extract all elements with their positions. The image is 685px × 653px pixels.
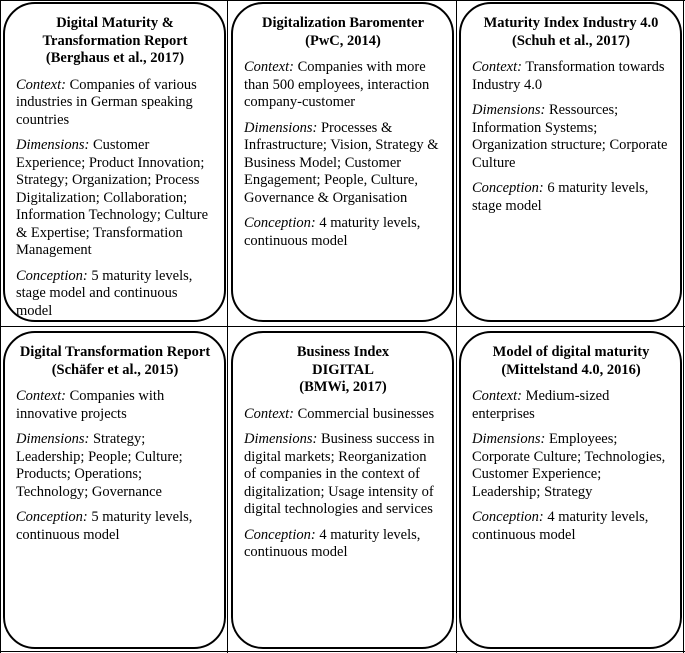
context-label: Context: bbox=[244, 59, 294, 75]
context-field bbox=[472, 59, 670, 94]
conception-label: Conception: bbox=[16, 267, 88, 284]
card-source: (Mittelstand 4.0, 2016) bbox=[501, 361, 641, 378]
context-value: Companies with innovative projects bbox=[16, 388, 165, 422]
context-label: Context: bbox=[472, 388, 522, 404]
dimensions-value: Processes & Infrastructure; Vision, Strategy & Business Model; Customer Engagement; People, Culture, Governance & Organisation bbox=[244, 119, 439, 206]
card-title bbox=[16, 344, 214, 379]
dimensions-field bbox=[472, 431, 670, 501]
right-border-line bbox=[683, 0, 684, 653]
conception-field bbox=[244, 215, 442, 250]
conception-field bbox=[16, 268, 214, 321]
card-source: (Schuh et al., 2017) bbox=[511, 32, 631, 49]
dimensions-field bbox=[244, 120, 442, 208]
card-title-text: Digital Transformation Report bbox=[19, 344, 211, 360]
conception-field bbox=[244, 527, 442, 562]
conception-label: Conception: bbox=[472, 509, 544, 525]
card-title bbox=[472, 15, 670, 50]
conception-value: 4 maturity levels, continuous model bbox=[244, 526, 421, 560]
card-title bbox=[472, 344, 670, 379]
dimensions-value: Ressources; Information Systems; Organization structure; Corporate Culture bbox=[472, 102, 668, 171]
conception-field bbox=[472, 509, 670, 544]
model-card-digital-maturity-transformation-report bbox=[3, 2, 226, 322]
dimensions-label: Dimensions: bbox=[244, 119, 318, 136]
card-title-text: Digitalization Baromenter bbox=[261, 15, 425, 31]
model-card-digital-transformation-report bbox=[3, 331, 226, 649]
middle-divider-line bbox=[0, 326, 685, 327]
conception-value: 4 maturity levels, continuous model bbox=[472, 509, 649, 543]
card-source: (Schäfer et al., 2015) bbox=[51, 361, 179, 378]
dimensions-field bbox=[244, 431, 442, 519]
conception-value: 5 maturity levels, stage model and continuous model bbox=[16, 267, 193, 319]
dimensions-label: Dimensions: bbox=[244, 431, 318, 447]
dimensions-field bbox=[472, 102, 670, 172]
card-source: (PwC, 2014) bbox=[305, 32, 381, 49]
conception-value: 5 maturity levels, continuous model bbox=[16, 509, 193, 543]
context-field bbox=[16, 77, 214, 130]
model-card-maturity-index-industry-4 bbox=[459, 2, 682, 322]
conception-value: 4 maturity levels, continuous model bbox=[244, 215, 421, 249]
context-value: Commercial businesses bbox=[297, 405, 435, 422]
conception-field bbox=[472, 180, 670, 215]
conception-field bbox=[16, 509, 214, 544]
dimensions-label: Dimensions: bbox=[16, 137, 90, 153]
dimensions-label: Dimensions: bbox=[16, 431, 90, 447]
bottom-border-line bbox=[0, 651, 685, 652]
column-divider-line-2 bbox=[456, 0, 457, 653]
model-card-business-index-digital bbox=[231, 331, 454, 649]
context-field bbox=[244, 59, 442, 112]
context-value: Companies of various industries in German speaking countries bbox=[16, 76, 197, 128]
card-title-text: Digital Maturity & Transformation Report bbox=[42, 15, 188, 49]
card-source: (Berghaus et al., 2017) bbox=[45, 50, 185, 66]
conception-label: Conception: bbox=[244, 526, 316, 543]
dimensions-label: Dimensions: bbox=[472, 431, 546, 447]
card-title-text: Model of digital maturity bbox=[492, 344, 650, 360]
conception-label: Conception: bbox=[16, 509, 88, 525]
card-source: (BMWi, 2017) bbox=[299, 379, 387, 395]
conception-value: 6 maturity levels, stage model bbox=[472, 180, 649, 214]
conception-label: Conception: bbox=[472, 180, 544, 196]
top-border-line bbox=[0, 0, 685, 1]
card-title bbox=[16, 15, 214, 68]
context-value: Companies with more than 500 employees, interaction company-customer bbox=[244, 59, 430, 110]
context-label: Context: bbox=[16, 388, 66, 404]
card-title bbox=[244, 344, 442, 397]
context-label: Context: bbox=[472, 59, 522, 75]
column-divider-line-1 bbox=[227, 0, 228, 653]
dimensions-field bbox=[16, 137, 214, 260]
left-border-line bbox=[0, 0, 1, 653]
conception-label: Conception: bbox=[244, 215, 316, 231]
context-field bbox=[244, 406, 442, 424]
context-field bbox=[16, 388, 214, 423]
card-title-text: Maturity Index Industry 4.0 bbox=[483, 15, 659, 31]
model-card-digitalization-barometer bbox=[231, 2, 454, 322]
context-value: Medium-sized enterprises bbox=[472, 388, 610, 422]
dimensions-value: Strategy; Leadership; People; Culture; Products; Operations; Technology; Governance bbox=[16, 431, 183, 500]
context-field bbox=[472, 388, 670, 423]
card-title bbox=[244, 15, 442, 50]
dimensions-value: Customer Experience; Product Innovation; Strategy; Organization; Process Digitalization; Collaboration; Information Technology; Culture & Expertise; Transformation Management bbox=[16, 137, 209, 258]
card-title-text: Business Index DIGITAL bbox=[296, 344, 390, 378]
context-label: Context: bbox=[244, 405, 294, 422]
dimensions-label: Dimensions: bbox=[472, 102, 546, 118]
dimensions-value: Business success in digital markets; Reorganization of companies in the context of digitalization; Usage intensity of digital technologies and services bbox=[244, 431, 435, 517]
model-card-model-of-digital-maturity bbox=[459, 331, 682, 649]
dimensions-field bbox=[16, 431, 214, 501]
context-value: Transformation towards Industry 4.0 bbox=[472, 59, 665, 93]
dimensions-value: Employees; Corporate Culture; Technologies, Customer Experience; Leadership; Strategy bbox=[472, 431, 666, 500]
context-label: Context: bbox=[16, 76, 66, 93]
